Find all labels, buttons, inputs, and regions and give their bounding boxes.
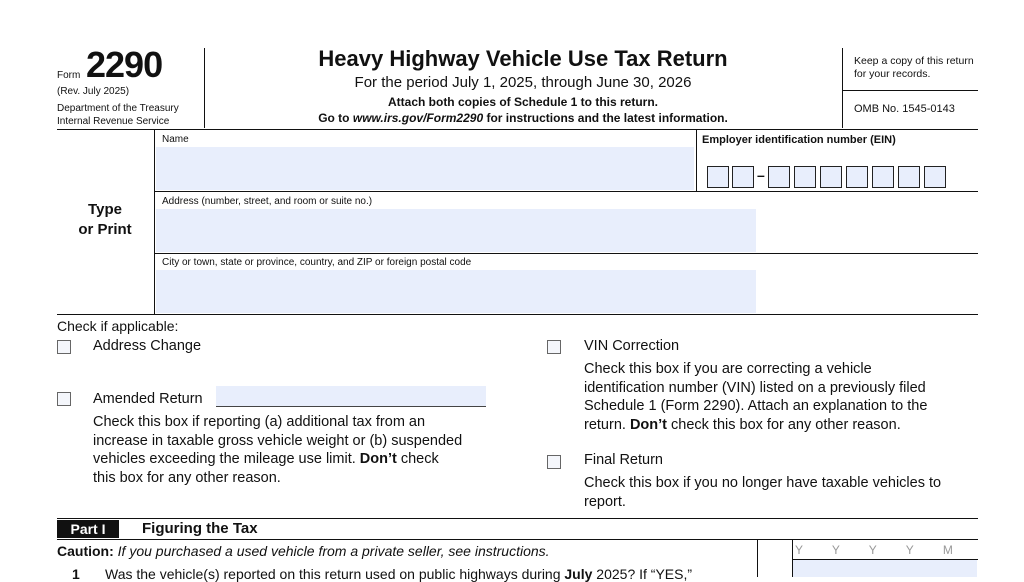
part1-title: Figuring the Tax — [142, 520, 258, 537]
date-format-placeholder: Y Y Y Y M — [795, 543, 966, 557]
identity-bottom-rule — [57, 314, 978, 315]
city-input[interactable] — [156, 270, 756, 313]
header-divider-right — [842, 48, 843, 128]
first-use-month-input[interactable] — [793, 560, 977, 577]
address-input[interactable] — [156, 209, 756, 252]
irs-url-link[interactable]: www.irs.gov/Form2290 — [352, 111, 484, 125]
header-divider-left — [204, 48, 205, 128]
final-return-description: Check this box if you no longer have taxable vehicles to report. — [584, 475, 942, 510]
part1-title-rule — [57, 539, 978, 540]
part1-label: Part I — [57, 520, 119, 538]
type-print-divider — [154, 129, 155, 314]
form-word: Form — [57, 70, 81, 81]
part1-top-rule — [57, 518, 978, 519]
date-column-divider-left — [757, 539, 758, 577]
ein-digit-box[interactable] — [707, 166, 729, 188]
ein-label: Employer identification number (EIN) — [702, 134, 896, 146]
omb-number: OMB No. 1545-0143 — [854, 103, 955, 115]
final-return-label: Final Return — [584, 452, 663, 468]
omb-divider — [842, 90, 978, 91]
line1-number: 1 — [72, 566, 80, 582]
attach-note: Attach both copies of Schedule 1 to this return. — [387, 95, 659, 109]
amended-return-checkbox[interactable] — [57, 392, 71, 406]
name-label: Name — [162, 134, 189, 145]
ein-digit-box[interactable] — [846, 166, 868, 188]
ein-divider — [696, 129, 697, 191]
address-change-label: Address Change — [93, 338, 202, 354]
ein-digit-box[interactable] — [898, 166, 920, 188]
ein-digit-box[interactable] — [872, 166, 894, 188]
ein-separator: – — [757, 167, 765, 183]
ein-digit-box[interactable] — [820, 166, 842, 188]
form-revision: (Rev. July 2025) — [57, 86, 130, 97]
city-label: City or town, state or province, country, and ZIP or foreign postal code — [162, 257, 472, 268]
vin-correction-description: Check this box if you are correcting a vehicle identification number (VIN) listed on a previously filed Schedule 1 (Form 2290). Attach an explanation to the return. Don’t check this box for any other reason. — [584, 361, 928, 433]
line1-question: Was the vehicle(s) reported on this return used on public highways during July 2025? If “YES,” — [105, 566, 693, 582]
address-change-checkbox[interactable] — [57, 340, 71, 354]
form-number: 2290 — [86, 44, 163, 85]
vin-correction-label: VIN Correction — [584, 338, 680, 354]
name-row-rule — [154, 191, 978, 192]
header-bottom-rule — [57, 129, 978, 130]
instructions-note: Go to www.irs.gov/Form2290 for instructions and the latest information. — [318, 111, 728, 125]
name-input[interactable] — [156, 147, 694, 190]
amended-return-description: Check this box if reporting (a) additional tax from an increase in taxable gross vehicle weight or (b) suspended vehicles exceeding the mileage use limit. Don’t check this box for any other reason. — [93, 414, 463, 486]
amended-month-input[interactable] — [216, 386, 486, 406]
vin-correction-checkbox[interactable] — [547, 340, 561, 354]
caution-note: Caution: If you purchased a used vehicle from a private seller, see instructions. — [57, 543, 550, 559]
ein-digit-box[interactable] — [794, 166, 816, 188]
form-period: For the period July 1, 2025, through June 30, 2026 — [354, 74, 692, 91]
keep-copy-note: Keep a copy of this return for your records. — [854, 55, 974, 80]
address-label: Address (number, street, and room or suite no.) — [162, 196, 373, 207]
final-return-checkbox[interactable] — [547, 455, 561, 469]
form-title: Heavy Highway Vehicle Use Tax Return — [318, 46, 728, 71]
amended-input-underline — [216, 406, 486, 407]
ein-digit-box[interactable] — [924, 166, 946, 188]
check-applicable-heading: Check if applicable: — [57, 318, 179, 334]
department-line2: Internal Revenue Service — [57, 116, 170, 127]
ein-digit-box[interactable] — [732, 166, 754, 188]
amended-return-label: Amended Return — [93, 391, 203, 407]
address-row-rule — [154, 253, 978, 254]
type-or-print-label: Type or Print — [78, 201, 132, 238]
department-line1: Department of the Treasury — [57, 103, 179, 114]
ein-digit-box[interactable] — [768, 166, 790, 188]
